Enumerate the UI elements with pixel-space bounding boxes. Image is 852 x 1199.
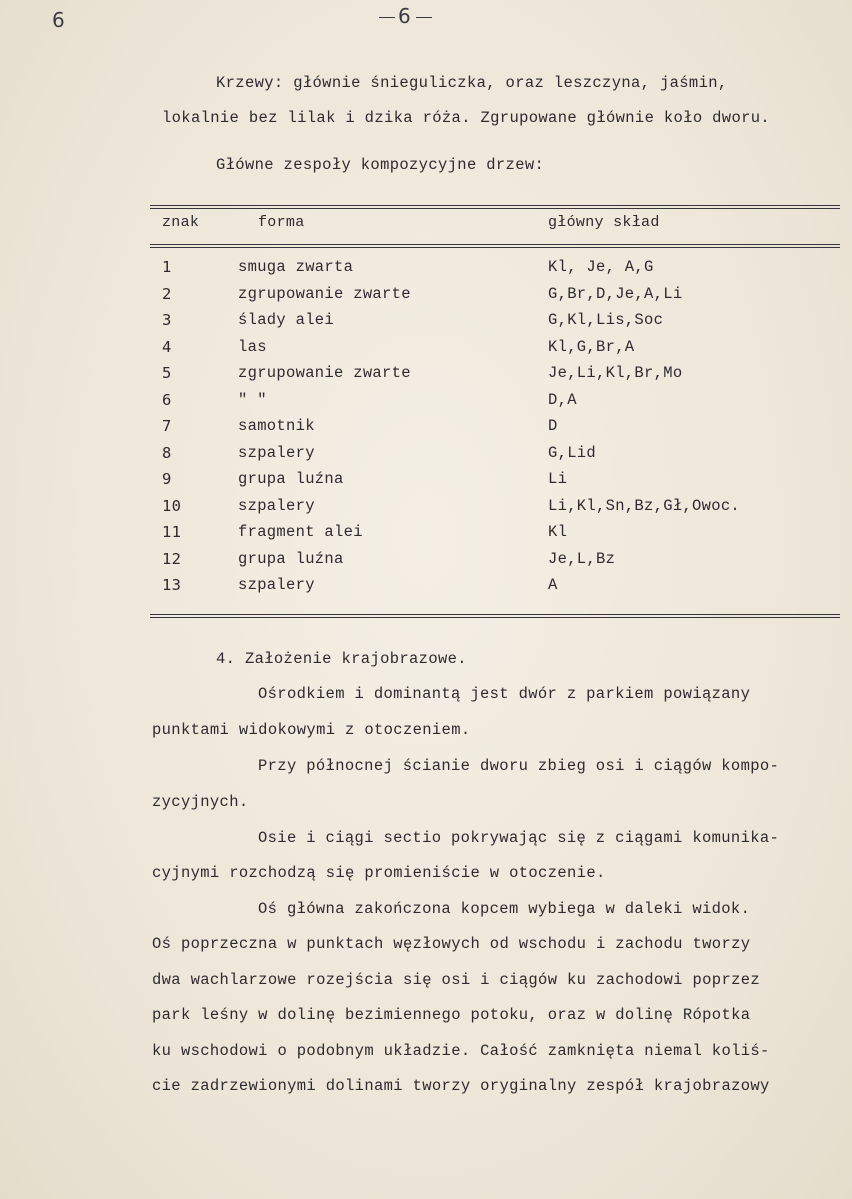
- row-forma: zgrupowanie zwarte: [238, 364, 411, 382]
- table-bottom-rule: [150, 614, 840, 618]
- intro-line-3: Główne zespoły kompozycyjne drzew:: [216, 156, 545, 174]
- table-row: [0, 497, 852, 525]
- row-znak: 1: [162, 258, 172, 276]
- section4-line-10: park leśny w dolinę bezimiennego potoku, oraz w dolinę Rópotka: [152, 1006, 751, 1024]
- section4-heading: 4. Założenie krajobrazowe.: [216, 650, 467, 668]
- header-znak: znak: [162, 214, 200, 231]
- row-forma: smuga zwarta: [238, 258, 354, 276]
- row-sklad: Kl, Je, A,G: [548, 258, 654, 276]
- table-top-rule: [150, 205, 840, 209]
- table-row: [0, 444, 852, 472]
- row-forma: " ": [238, 390, 267, 409]
- section4-line-9: dwa wachlarzowe rozejścia się osi i ciągów ku zachodowi poprzez: [152, 971, 761, 989]
- row-forma: szpalery: [238, 576, 315, 594]
- row-znak: 4: [162, 337, 172, 356]
- section4-line-7: Oś główna zakończona kopcem wybiega w daleki widok.: [258, 900, 751, 918]
- row-znak: 3: [162, 311, 172, 329]
- section4-line-1: Ośrodkiem i dominantą jest dwór z parkiem powiązany: [258, 685, 751, 703]
- table-row: [0, 285, 852, 313]
- row-znak: 10: [162, 496, 182, 515]
- row-znak: 8: [162, 443, 172, 462]
- row-forma: las: [238, 337, 267, 356]
- table-row: [0, 364, 852, 392]
- row-sklad: G,Lid: [548, 443, 597, 462]
- table-row: [0, 258, 852, 286]
- row-forma: szpalery: [238, 443, 315, 462]
- corner-page-number: 6: [52, 8, 65, 32]
- section4-line-12: cie zadrzewionymi dolinami tworzy oryginalny zespół krajobrazowy: [152, 1077, 770, 1095]
- table-row: [0, 311, 852, 339]
- row-forma: szpalery: [238, 496, 315, 515]
- table-row: [0, 576, 852, 604]
- row-forma: grupa luźna: [238, 470, 344, 488]
- row-sklad: Li,Kl,Sn,Bz,Gł,Owoc.: [548, 496, 741, 515]
- top-page-number: 6: [376, 4, 435, 28]
- row-sklad: G,Kl,Lis,Soc: [548, 311, 664, 329]
- header-forma: forma: [258, 214, 305, 231]
- row-sklad: A: [548, 576, 558, 594]
- table-row: [0, 523, 852, 551]
- row-sklad: Je,Li,Kl,Br,Mo: [548, 364, 683, 382]
- intro-line-2: lokalnie bez lilak i dzika róża. Zgrupowane głównie koło dworu.: [162, 109, 771, 127]
- section4-line-6: cyjnymi rozchodzą się promieniście w otoczenie.: [152, 864, 606, 882]
- section4-line-8: Oś poprzeczna w punktach węzłowych od wschodu i zachodu tworzy: [152, 935, 751, 953]
- section4-line-4: zycyjnych.: [152, 793, 249, 811]
- section4-line-3: Przy północnej ścianie dworu zbieg osi i ciągów kompo-: [258, 757, 780, 775]
- table-row: [0, 550, 852, 578]
- row-sklad: G,Br,D,Je,A,Li: [548, 284, 683, 303]
- row-sklad: Kl,G,Br,A: [548, 337, 635, 356]
- row-sklad: Kl: [548, 523, 568, 541]
- section4-line-11: ku wschodowi o podobnym układzie. Całość zamknięta niemal koliś-: [152, 1042, 770, 1060]
- row-sklad: D: [548, 417, 558, 435]
- row-forma: grupa luźna: [238, 549, 344, 568]
- table-header-rule: [150, 244, 840, 248]
- table-row: [0, 417, 852, 445]
- row-forma: zgrupowanie zwarte: [238, 284, 411, 303]
- table-header-row: [0, 214, 852, 242]
- row-znak: 11: [162, 523, 182, 541]
- row-forma: fragment alei: [238, 523, 363, 541]
- row-sklad: Je,L,Bz: [548, 549, 616, 568]
- row-znak: 12: [162, 549, 182, 568]
- row-znak: 13: [162, 576, 182, 594]
- row-forma: ślady alei: [238, 311, 335, 329]
- intro-line-1: Krzewy: głównie śnieguliczka, oraz leszczyna, jaśmin,: [216, 74, 728, 92]
- table-row: [0, 338, 852, 366]
- row-sklad: Li: [548, 470, 568, 488]
- row-znak: 9: [162, 470, 172, 488]
- table-row: [0, 391, 852, 419]
- table-row: [0, 470, 852, 498]
- row-sklad: D,A: [548, 390, 577, 409]
- row-znak: 7: [162, 417, 172, 435]
- row-znak: 2: [162, 284, 172, 303]
- row-znak: 6: [162, 390, 172, 409]
- section4-line-2: punktami widokowymi z otoczeniem.: [152, 721, 471, 739]
- header-sklad: główny skład: [548, 214, 660, 231]
- section4-line-5: Osie i ciągi sectio pokrywając się z ciągami komunika-: [258, 829, 780, 847]
- row-forma: samotnik: [238, 417, 315, 435]
- row-znak: 5: [162, 364, 172, 382]
